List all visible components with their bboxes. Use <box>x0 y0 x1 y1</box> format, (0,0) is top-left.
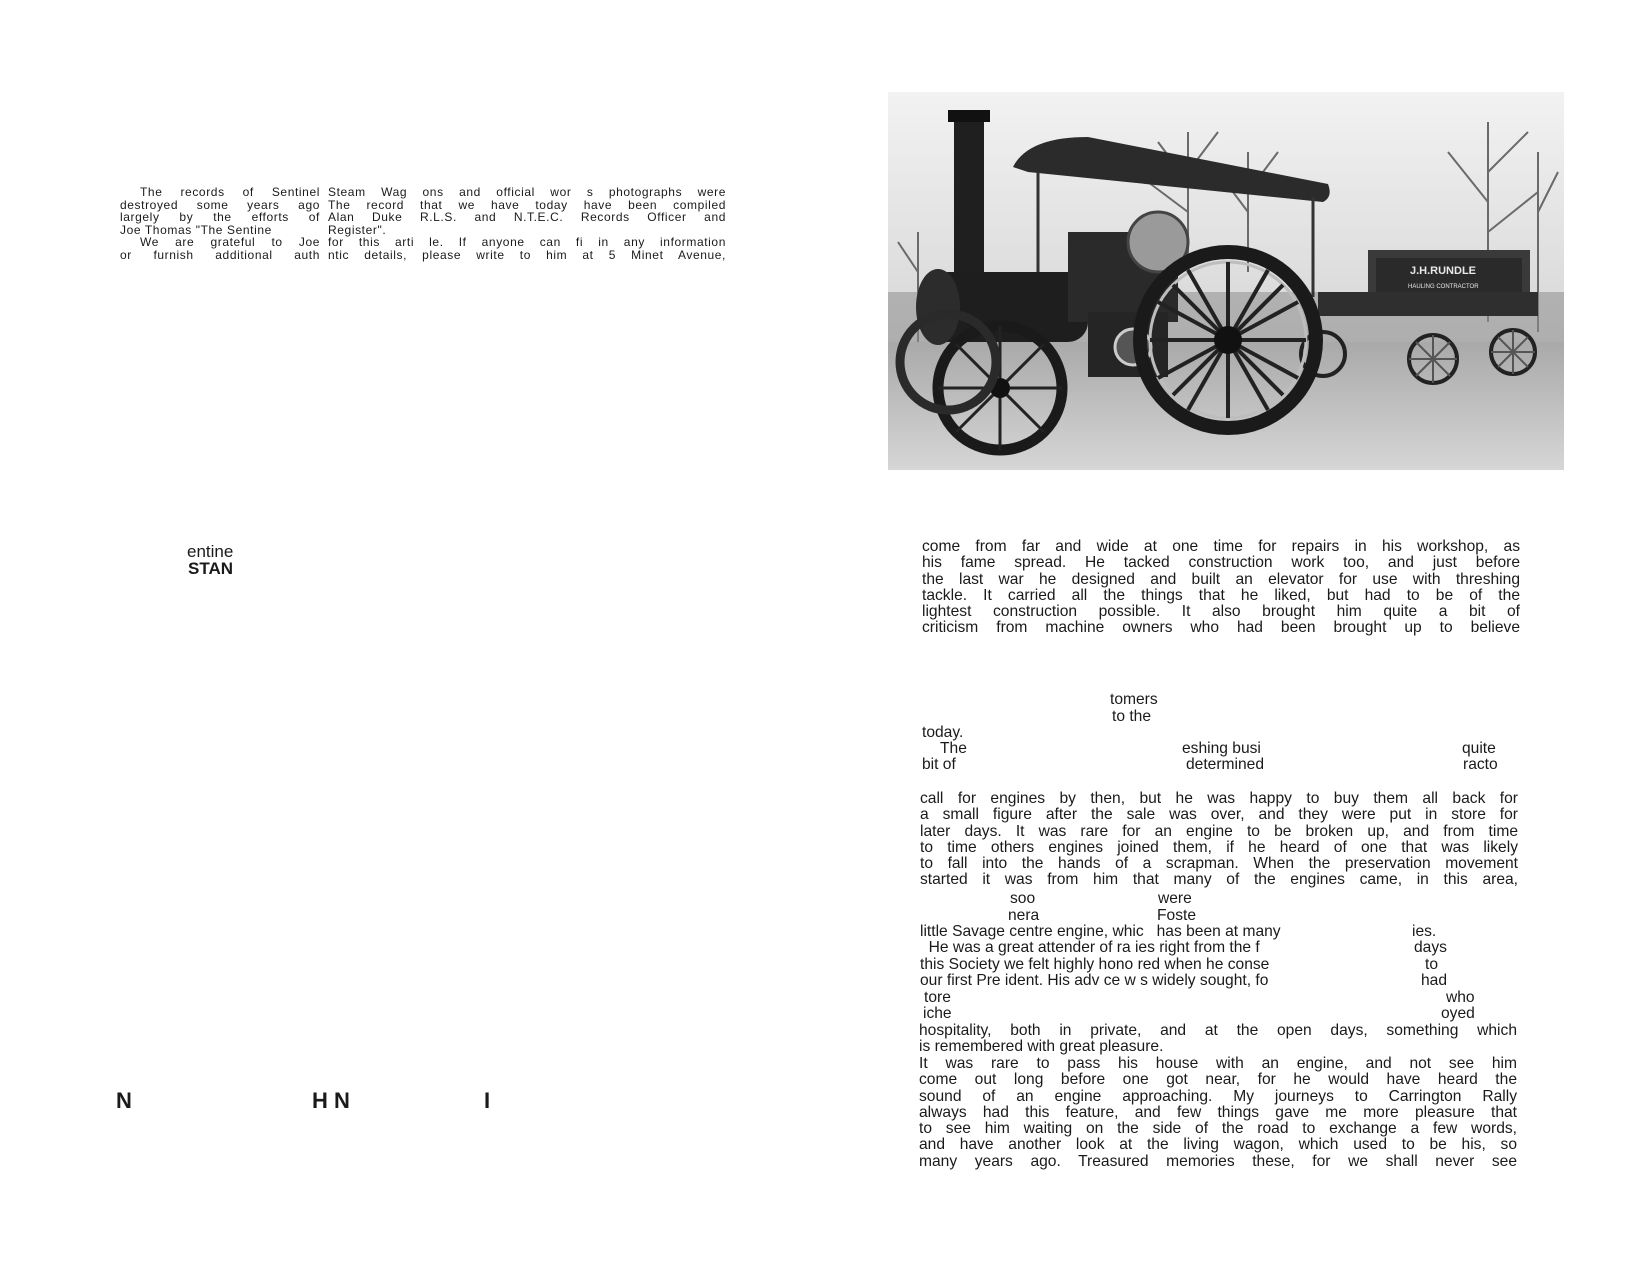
intro-line: The record that we have today have been compiled <box>328 197 726 212</box>
text-fragment: quite <box>1462 740 1496 757</box>
body-paragraph-2 <box>920 791 1518 889</box>
text-fragment: to the <box>1112 708 1152 725</box>
body-line: to see him waiting on the side of the road to exchange a few words, <box>919 1120 1517 1138</box>
text-fragment: this Society we felt highly hono red when he conse <box>920 956 1270 973</box>
text-fragment: eshing busi <box>1182 740 1261 757</box>
heading-fragment-bold: STAN <box>188 559 234 578</box>
intro-column-2 <box>328 186 726 262</box>
body-line: to time others engines joined them, if he heard of one that was likely <box>920 838 1518 856</box>
intro-line: for this arti le. If anyone can fi in any information <box>328 235 726 250</box>
body-line: come from far and wide at one time for repairs in his workshop, as <box>922 538 1520 555</box>
body-line: a small figure after the sale was over, and they were put in store for <box>920 806 1518 824</box>
intro-line: Steam Wag ons and official wor s photographs were <box>328 185 726 199</box>
text-fragment: our first Pre ident. His adv ce w s widely sought, fo <box>920 972 1269 989</box>
text-fragment: to <box>1425 956 1439 973</box>
intro-line: destroyed some years ago <box>120 197 320 212</box>
text-fragment: ies. <box>1412 923 1437 940</box>
text-fragment: little Savage centre engine, whic has been at many <box>920 923 1281 940</box>
heading-fragment: entine <box>187 542 234 561</box>
text-fragment: iche <box>923 1005 952 1022</box>
intro-column-1 <box>120 186 320 262</box>
text-fragment: were <box>1158 890 1192 907</box>
body-line: started it was from him that many of the engines came, in this area, <box>920 871 1518 889</box>
body-paragraph-3 <box>919 1023 1517 1056</box>
body-line: hospitality, both in private, and at the open days, something which <box>919 1022 1517 1039</box>
title-letter: H N <box>312 1088 350 1113</box>
body-paragraph-4 <box>919 1056 1517 1170</box>
body-line: later days. It was rare for an engine to be broken up, and from time <box>920 822 1518 840</box>
title-letter: I <box>484 1088 491 1113</box>
title-letter: N <box>116 1088 132 1113</box>
trailer-sign-line1: J.H.RUNDLE <box>1410 265 1477 277</box>
text-fragment: nera <box>1008 907 1040 924</box>
intro-line: Register". <box>328 222 387 237</box>
text-fragment: today. <box>922 724 964 741</box>
body-line: always had this feature, and few things gave me more pleasure that <box>919 1103 1517 1121</box>
body-line: his fame spread. He tacked construction work too, and just before <box>922 554 1520 572</box>
text-fragment: Foste <box>1157 907 1196 924</box>
intro-line: largely by the efforts of <box>120 210 320 225</box>
intro-line: or furnish additional auth <box>120 247 320 262</box>
intro-line: Alan Duke R.L.S. and N.T.E.C. Records Officer and <box>328 210 726 225</box>
body-line: call for engines by then, but he was happy to buy them all back for <box>920 790 1518 807</box>
text-fragment: had <box>1421 972 1448 989</box>
body-line: It was rare to pass his house with an engine, and not see him <box>919 1055 1517 1072</box>
intro-line: Joe Thomas "The Sentine <box>120 222 272 237</box>
body-line: many years ago. Treasured memories these, for we shall never see <box>919 1152 1517 1170</box>
body-line: tackle. It carried all the things that he liked, but had to be of the <box>922 586 1520 604</box>
body-line: sound of an engine approaching. My journeys to Carrington Rally <box>919 1087 1517 1105</box>
text-fragment: days <box>1414 939 1447 956</box>
text-fragment: determined <box>1186 756 1265 773</box>
body-line: to fall into the hands of a scrapman. When the preservation movement <box>920 855 1518 873</box>
body-line: and have another look at the living wagon, which used to be his, so <box>919 1136 1517 1154</box>
body-line: the last war he designed and built an elevator for use with threshing <box>922 570 1520 588</box>
text-fragment: oyed <box>1441 1005 1475 1022</box>
text-fragment: racto <box>1463 756 1498 773</box>
intro-line: ntic details, please write to him at 5 Minet Avenue, <box>328 247 726 262</box>
text-fragment: who <box>1446 989 1475 1006</box>
text-fragment: soo <box>1010 890 1036 907</box>
text-fragment: tore <box>924 989 951 1006</box>
intro-line: We are grateful to Joe <box>140 235 320 250</box>
trailer-sign-line2: HAULING CONTRACTOR <box>1408 284 1479 290</box>
body-paragraph-1 <box>922 539 1520 637</box>
text-fragment: tomers <box>1110 691 1158 708</box>
body-line: is remembered with great pleasure. <box>919 1038 1164 1056</box>
intro-line: The records of Sentinel <box>140 185 320 199</box>
body-line: come out long before one got near, for he would have heard the <box>919 1071 1517 1089</box>
body-line: criticism from machine owners who had been brought up to believe <box>922 619 1520 637</box>
body-line: lightest construction possible. It also brought him quite a bit of <box>922 603 1520 621</box>
traction-engine-photo <box>888 92 1564 470</box>
text-fragment: bit of <box>922 756 956 773</box>
text-fragment: The <box>940 740 967 757</box>
text-fragment: He was a great attender of ra ies right from the f <box>920 939 1260 956</box>
